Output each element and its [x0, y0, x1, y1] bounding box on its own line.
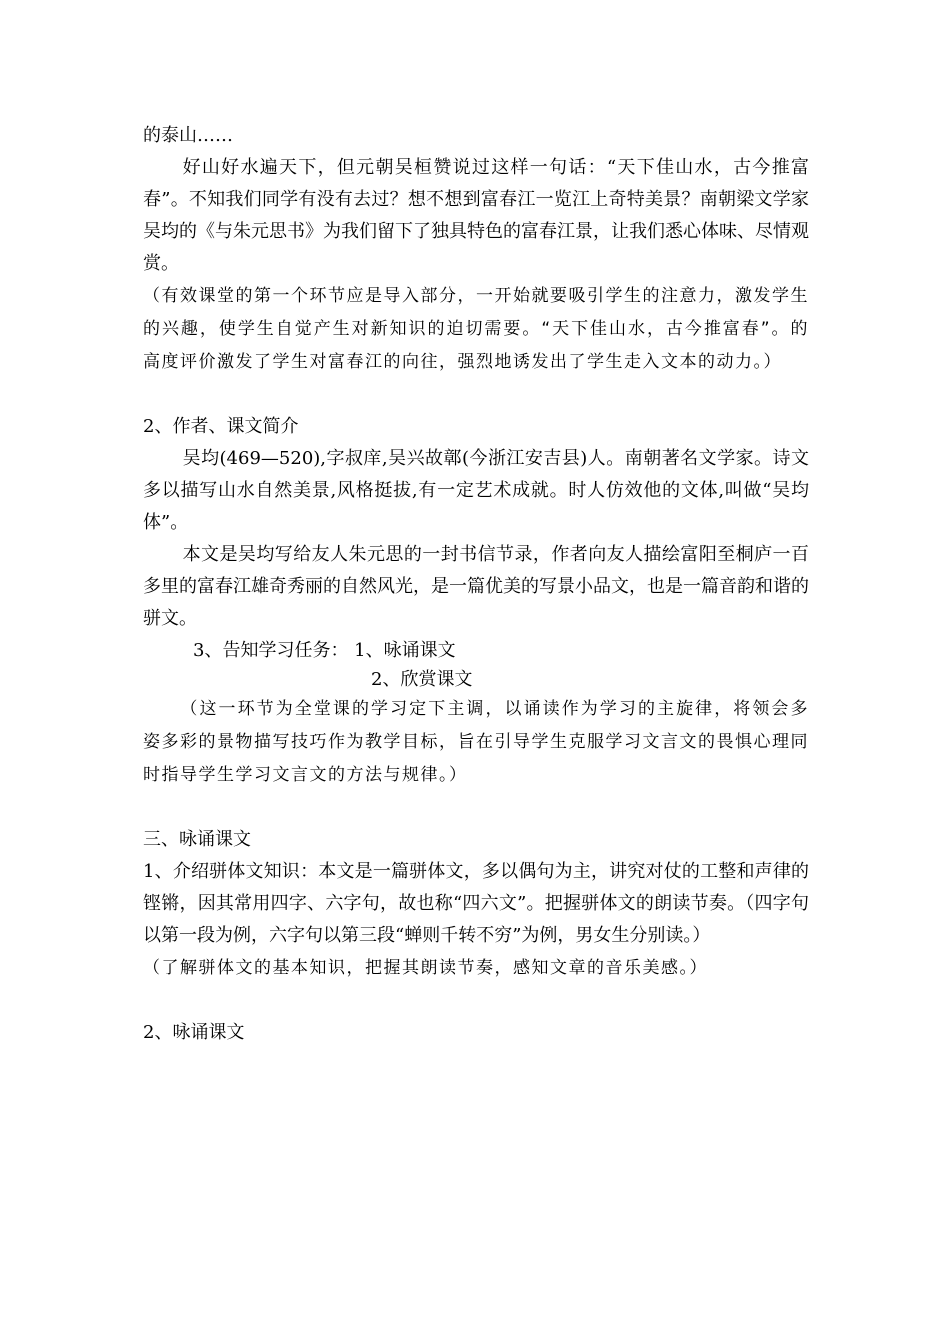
learning-task-2: 2、欣赏课文 — [371, 669, 473, 690]
heading-author-intro: 2、作者、课文简介 — [143, 416, 299, 437]
heading-recite: 三、咏诵课文 — [143, 829, 251, 850]
paragraph-intro: 好山好水遍天下，但元朝吴桓赞说过这样一句话：“天下佳山水，古今推富春”。不知我们同学有没有去过？想不想到富春江一览江上奇特美景？南朝梁文学家吴均的《与朱元思书》为我们留下了独具特色的富春江景，让我们悉心体味、尽情观赏。 — [143, 157, 809, 274]
paragraph-continuation: 的泰山…… — [143, 125, 233, 146]
teaching-note-intro: （有效课堂的第一个环节应是导入部分，一开始就要吸引学生的注意力，激发学生的兴趣，使学生自觉产生对新知识的迫切需要。“天下佳山水，古今推富春”。的高度评价激发了学生对富春江的向往，强烈地诱发出了学生走入文本的动力。） — [143, 286, 809, 372]
spacer — [143, 379, 809, 411]
learning-task-1: 3、告知学习任务： 1、咏诵课文 — [193, 640, 456, 661]
paragraph-parallel-prose: 1、介绍骈体文知识：本文是一篇骈体文，多以偶句为主，讲究对仗的工整和声律的铿锵，因其常用四字、六字句，故也称“四六文”。把握骈体文的朗读节奏。（四字句以第一段为例，六字句以第三段“蝉则千转不穷”为例，男女生分别读。） — [143, 861, 809, 946]
spacer — [143, 792, 809, 824]
paragraph-text-intro: 本文是吴均写给友人朱元思的一封书信节录，作者向友人描绘富阳至桐庐一百多里的富春江雄奇秀丽的自然风光，是一篇优美的写景小品文，也是一篇音韵和谐的骈文。 — [143, 544, 809, 629]
teaching-note-task: （这一环节为全堂课的学习定下主调，以诵读作为学习的主旋律，将领会多姿多彩的景物描写技巧作为教学目标，旨在引导学生克服学习文言文的畏惧心理同时指导学生学习文言文的方法与规律。） — [143, 699, 809, 785]
document-content — [143, 120, 809, 1049]
paragraph-author: 吴均(469—520),字叔庠,吴兴故鄣(今浙江安吉县)人。南朝著名文学家。诗文多以描写山水自然美景,风格挺拔,有一定艺术成就。时人仿效他的文体,叫做“吴均体”。 — [143, 448, 809, 533]
teaching-note-recite: （了解骈体文的基本知识，把握其朗读节奏，感知文章的音乐美感。） — [143, 958, 708, 978]
heading-recite-text: 2、咏诵课文 — [143, 1022, 245, 1043]
spacer — [143, 985, 809, 1017]
